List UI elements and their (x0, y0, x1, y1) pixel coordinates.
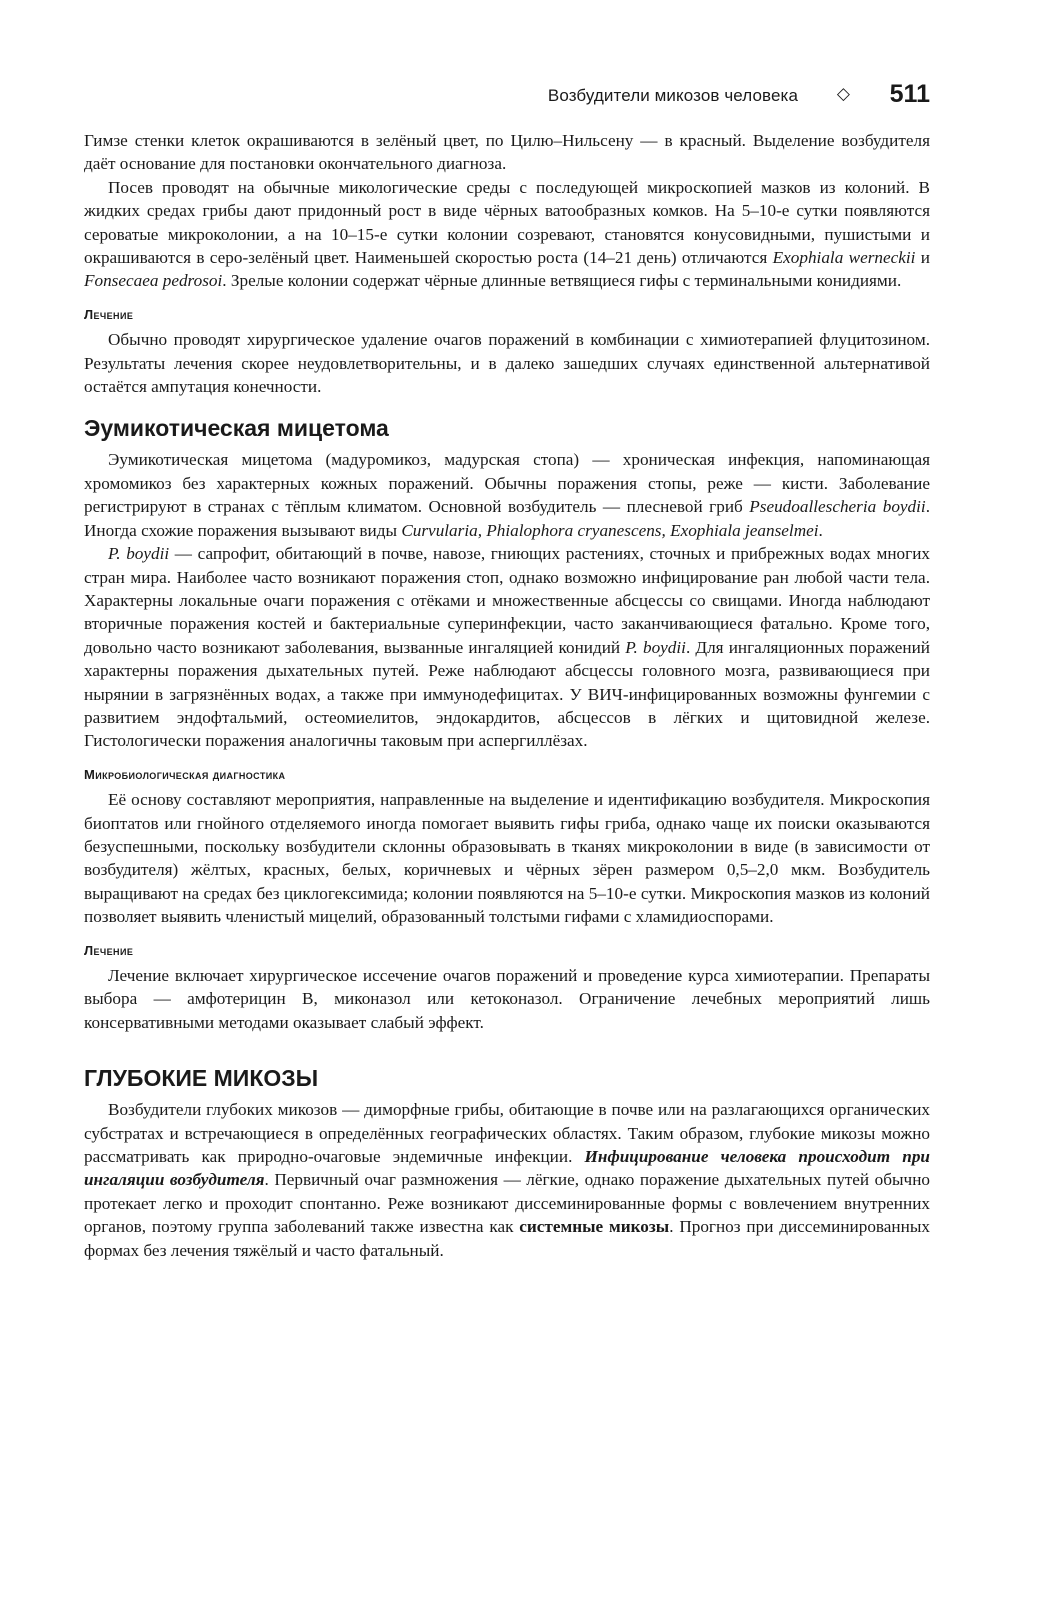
subsection-heading: Микробиологическая диагностика (84, 766, 286, 782)
latin-name: P. boydii (108, 544, 170, 564)
section-heading: Эумикотическая мицетома (84, 415, 389, 442)
latin-name: P. boydii (625, 637, 686, 657)
text-run: Обычно проводят хирургическое удаление очагов поражений в комбинации с химиотерапией флуцитозином. Результаты лечения скорее неудовлетворительны, и в далеко зашедших случаях единственной альтернативой остаётся ампутация конечности. (84, 330, 930, 397)
emphasis-text: Инфицирование человека происходит при ингаляции возбудителя (84, 1147, 930, 1190)
running-title: Возбудители микозов человека (547, 86, 798, 105)
text-run: Возбудители глубоких микозов — диморфные грибы, обитающие в почве или на разлагающихся органических субстратах и встречающиеся в определённых географических областях. Таким образом, глубокие микозы можно рассматривать как природно-очаговые эндемичные инфекции. (84, 1100, 930, 1167)
paragraph (84, 788, 930, 928)
latin-name: Exophiala werneckii (772, 248, 916, 268)
page-number: 511 (889, 80, 930, 108)
text-run: и (915, 248, 930, 268)
text-run: Её основу составляют мероприятия, направленные на выделение и идентификацию возбудителя. Микроскопия биоптатов или гнойного отделяемого иногда помогает выявить гифы гриба, однако чаще их поиски оказываются безуспешными, поскольку возбудители склонны образовывать в тканях микроколонии в виде (в зависимости от возбудителя) жёлтых, красных, белых, коричневых и чёрных зёрен размером 0,5–2,0 мкм. Возбудитель выращивают на средах без циклогексимида; колонии появляются на 5–10-е сутки. Микроскопия мазков из колоний позволяет выявить членистый мицелий, образованный толстыми гифами с хламидиоспорами. (84, 790, 930, 927)
paragraph (84, 328, 930, 398)
text-run: Эумикотическая мицетома (мадуромикоз, мадурская стопа) — хроническая инфекция, напоминающая хромомикоз без характерных кожных поражений. Обычны поражения стопы, реже — кисти. Заболевание регистрируют в странах с тёплым климатом. Основной возбудитель — плесневой гриб (84, 450, 930, 517)
text-run: . Иногда схожие поражения вызывают виды (84, 497, 930, 540)
paragraph (84, 129, 930, 176)
paragraph (84, 964, 930, 1034)
text-run: . (818, 520, 823, 540)
paragraph (84, 1098, 930, 1262)
text-run: . Для ингаляционных поражений характерны поражения дыхательных путей. Реже наблюдают абсцессы головного мозга, развивающиеся при нырянии в загрязнённых водах, а также при иммунодефицитах. У ВИЧ-инфицированных возможны фунгемии с развитием эндофтальмий, остеомиелитов, эндокардитов, абсцессов в лёгких и щитовидной железе. Гистологически поражения аналогичны таковым при аспергиллёзах. (84, 637, 930, 751)
text-run: . Прогноз при диссеминированных формах без лечения тяжёлый и часто фатальный. (84, 1217, 930, 1260)
text-run: . Первичный очаг размножения — лёгкие, однако поражение дыхательных путей обычно протекает легко и проходит спонтанно. Реже возникают диссеминированные формы с вовлечением внутренних органов, поэтому группа заболеваний также известна как (84, 1170, 930, 1237)
subsection-heading: Лечение (84, 942, 134, 958)
text-run: Посев проводят на обычные микологические среды с последующей микроскопией мазков из колоний. В жидких средах грибы дают придонный рост в виде чёрных ватообразных комков. На 5–10-е сутки появляются сероватые микроколонии, а на 10–15-е сутки колонии созревают, становятся конусовидными, пушистыми и окрашиваются в серо-зелёный цвет. Наименьшей скоростью роста (14–21 день) отличаются (84, 177, 930, 268)
subsection-heading: Лечение (84, 306, 134, 322)
text-run: Лечение включает хирургическое иссечение очагов поражений и проведение курса химиотерапии. Препараты выбора — амфотерицин В, миконазол или кетоконазол. Ограничение лечебных мероприятий лишь консервативными методами оказывает слабый эффект. (84, 966, 930, 1032)
latin-name: Fonsecaea pedrosoi (84, 271, 223, 291)
paragraph (84, 176, 930, 293)
paragraph (84, 542, 930, 753)
chapter-heading: ГЛУБОКИЕ МИКОЗЫ (84, 1065, 319, 1092)
latin-name: Pseudoallescheria boydii (749, 497, 926, 517)
latin-name: Curvularia, Phialophora cryanescens, Exophiala jeanselmei (401, 520, 819, 540)
text-run: Гимзе стенки клеток окрашиваются в зелёный цвет, по Цилю–Нильсену — в красный. Выделение возбудителя даёт основание для постановки окончательного диагноза. (84, 131, 930, 174)
diamond-icon: ◇ (836, 84, 850, 104)
page-body (84, 129, 930, 1262)
emphasis-text: системные микозы (519, 1217, 670, 1237)
text-run: — сапрофит, обитающий в почве, навозе, гниющих растениях, сточных и прибрежных водах многих стран мира. Наиболее часто возникают поражения стоп, однако возможно инфицирование ран любой части тела. Характерны локальные очаги поражения с отёками и множественные абсцессы со свищами. Иногда наблюдают вторичные поражения костей и бактериальные суперинфекции, часто заканчивающиеся фатально. Кроме того, довольно часто возникают заболевания, вызванные ингаляцией конидий (84, 544, 930, 657)
text-run: . Зрелые колонии содержат чёрные длинные ветвящиеся гифы с терминальными конидиями. (222, 271, 902, 291)
paragraph (84, 448, 930, 542)
running-header (84, 80, 930, 110)
